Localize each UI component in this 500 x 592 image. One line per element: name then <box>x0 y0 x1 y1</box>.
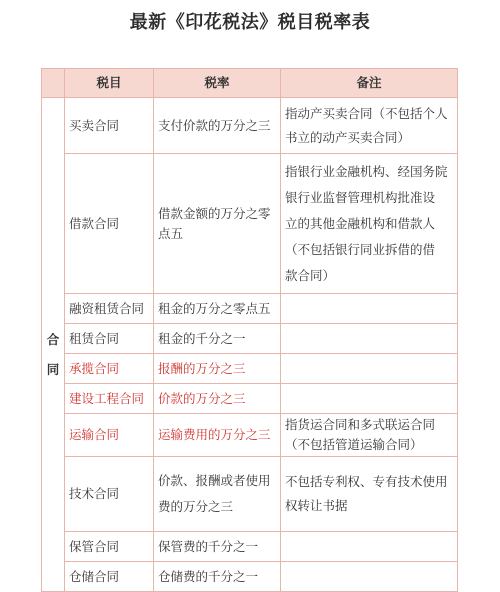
tax-rate: 报酬的万分之三 <box>154 354 281 384</box>
tax-rate: 租金的千分之一 <box>154 324 281 354</box>
category-group-cell <box>42 98 65 592</box>
tax-item-name: 仓储合同 <box>65 562 154 592</box>
header-group-cell <box>42 69 65 98</box>
note-line: 立的其他金融机构和借款人 <box>285 215 436 231</box>
table-row <box>42 457 458 532</box>
tax-note <box>281 457 458 532</box>
tax-rate-table <box>41 68 458 592</box>
tax-note <box>281 294 458 324</box>
tax-note <box>281 98 458 154</box>
tax-rate: 仓储费的千分之一 <box>154 562 281 592</box>
category-label-char: 合 <box>46 331 60 347</box>
tax-item-name: 运输合同 <box>65 414 154 457</box>
tax-item-name: 融资租赁合同 <box>65 294 154 324</box>
tax-rate: 价款的万分之三 <box>154 384 281 414</box>
note-line: 书立的动产买卖合同） <box>285 129 411 145</box>
table-row <box>42 98 458 154</box>
note-line: （不包括银行同业拆借的借 <box>285 241 436 257</box>
table-row <box>42 414 458 457</box>
table-header-row <box>42 69 458 98</box>
tax-rate: 保管费的千分之一 <box>154 532 281 562</box>
note-line: 指银行业金融机构、经国务院 <box>285 163 448 179</box>
header-rate: 税率 <box>154 69 281 98</box>
note-line: 款合同） <box>285 267 336 283</box>
tax-note <box>281 414 458 457</box>
category-label-char: 同 <box>46 361 60 377</box>
tax-item-name: 买卖合同 <box>65 98 154 154</box>
tax-note <box>281 562 458 592</box>
table-row <box>42 532 458 562</box>
header-note: 备注 <box>281 69 458 98</box>
note-line: 不包括专利权、专有技术使用 <box>285 474 448 489</box>
note-line: 银行业监督管理机构批准设 <box>285 189 436 205</box>
tax-note <box>281 324 458 354</box>
tax-note <box>281 384 458 414</box>
note-line: （不包括管道运输合同） <box>285 437 423 452</box>
table-row <box>42 384 458 414</box>
table-body <box>42 98 458 592</box>
note-line: 指货运合同和多式联运合同 <box>285 417 436 432</box>
tax-item-name: 技术合同 <box>65 457 154 532</box>
tax-note <box>281 354 458 384</box>
tax-rate: 运输费用的万分之三 <box>154 414 281 457</box>
note-line: 权转让书据 <box>285 498 348 513</box>
tax-item-name: 借款合同 <box>65 154 154 294</box>
tax-note <box>281 154 458 294</box>
tax-rate: 支付价款的万分之三 <box>154 98 281 154</box>
table-row <box>42 154 458 294</box>
table-row <box>42 294 458 324</box>
tax-rate: 租金的万分之零点五 <box>154 294 281 324</box>
tax-item-name: 租赁合同 <box>65 324 154 354</box>
tax-item-name: 保管合同 <box>65 532 154 562</box>
table-row <box>42 354 458 384</box>
note-line: 指动产买卖合同（不包括个人 <box>285 105 448 121</box>
tax-item-name: 承揽合同 <box>65 354 154 384</box>
tax-item-name: 建设工程合同 <box>65 384 154 414</box>
tax-note <box>281 532 458 562</box>
page-title: 最新《印花税法》税目税率表 <box>129 12 371 33</box>
table-row <box>42 324 458 354</box>
header-item: 税目 <box>65 69 154 98</box>
tax-rate: 价款、报酬或者使用费的万分之三 <box>154 457 281 532</box>
tax-rate: 借款金额的万分之零点五 <box>154 154 281 294</box>
table-row <box>42 562 458 592</box>
